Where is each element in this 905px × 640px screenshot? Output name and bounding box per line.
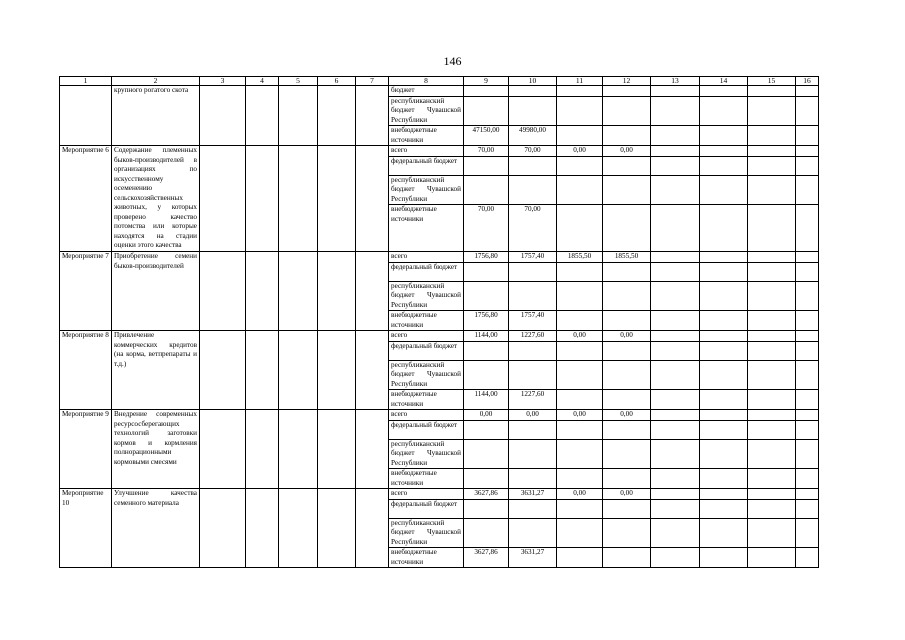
empty-cell [748, 499, 796, 518]
value-cell-9 [464, 175, 509, 205]
empty-cell [651, 252, 700, 263]
page-number: 146 [443, 54, 462, 68]
empty-cell [700, 96, 748, 126]
value-cell-12: 0,00 [603, 489, 651, 500]
empty-cell [796, 252, 819, 263]
empty-cell [748, 548, 796, 568]
value-cell-12 [603, 96, 651, 126]
empty-cell [318, 146, 356, 252]
empty-cell [356, 331, 389, 410]
empty-cell [246, 86, 279, 146]
empty-cell [651, 410, 700, 421]
empty-cell [748, 518, 796, 548]
source-cell: федеральный бюджет [389, 499, 464, 518]
value-cell-12 [603, 262, 651, 281]
value-cell-10: 1757,40 [509, 311, 557, 331]
header-col-4: 4 [246, 77, 279, 86]
value-cell-11: 0,00 [557, 410, 603, 421]
empty-cell [651, 518, 700, 548]
empty-cell [651, 156, 700, 175]
value-cell-10: 1227,60 [509, 390, 557, 410]
source-cell: республиканский бюджет Чувашской Республики [389, 96, 464, 126]
header-col-3: 3 [200, 77, 246, 86]
table-row [60, 331, 819, 342]
value-cell-11 [557, 360, 603, 390]
source-cell: федеральный бюджет [389, 341, 464, 360]
empty-cell [796, 469, 819, 489]
value-cell-12 [603, 156, 651, 175]
value-cell-9: 1756,80 [464, 252, 509, 263]
source-cell: республиканский бюджет Чувашской Республики [389, 360, 464, 390]
header-col-11: 11 [557, 77, 603, 86]
empty-cell [796, 311, 819, 331]
empty-cell [356, 252, 389, 331]
value-cell-12: 1855,50 [603, 252, 651, 263]
value-cell-10 [509, 439, 557, 469]
header-col-8: 8 [389, 77, 464, 86]
source-cell: внебюджетные источники [389, 311, 464, 331]
header-col-14: 14 [700, 77, 748, 86]
measure-name-cell: Улучшение качества семенного материала [112, 489, 200, 568]
empty-cell [796, 518, 819, 548]
empty-cell [700, 489, 748, 500]
empty-cell [796, 126, 819, 146]
empty-cell [700, 499, 748, 518]
table-row [60, 252, 819, 263]
value-cell-12 [603, 175, 651, 205]
value-cell-12 [603, 518, 651, 548]
empty-cell [700, 86, 748, 97]
value-cell-9 [464, 341, 509, 360]
header-col-1: 1 [60, 77, 112, 86]
empty-cell [700, 420, 748, 439]
empty-cell [796, 439, 819, 469]
empty-cell [700, 518, 748, 548]
empty-cell [200, 252, 246, 331]
empty-cell [796, 86, 819, 97]
value-cell-9 [464, 86, 509, 97]
value-cell-12 [603, 311, 651, 331]
source-cell: республиканский бюджет Чувашской Республики [389, 281, 464, 311]
value-cell-11 [557, 341, 603, 360]
empty-cell [200, 410, 246, 489]
empty-cell [279, 252, 318, 331]
source-cell: республиканский бюджет Чувашской Республики [389, 175, 464, 205]
value-cell-11 [557, 205, 603, 252]
header-col-15: 15 [748, 77, 796, 86]
value-cell-12 [603, 341, 651, 360]
value-cell-11 [557, 390, 603, 410]
value-cell-10 [509, 499, 557, 518]
empty-cell [748, 205, 796, 252]
source-cell: всего [389, 410, 464, 421]
empty-cell [651, 146, 700, 157]
measure-label-cell: Мероприятие 9 [60, 410, 112, 489]
value-cell-9: 70,00 [464, 205, 509, 252]
funding-table [59, 76, 819, 568]
empty-cell [318, 410, 356, 489]
empty-cell [200, 86, 246, 146]
measure-label-cell: Мероприятие 7 [60, 252, 112, 331]
empty-cell [748, 96, 796, 126]
empty-cell [748, 262, 796, 281]
empty-cell [700, 262, 748, 281]
value-cell-12 [603, 420, 651, 439]
empty-cell [318, 86, 356, 146]
value-cell-11 [557, 518, 603, 548]
value-cell-10 [509, 420, 557, 439]
value-cell-10: 1227,60 [509, 331, 557, 342]
value-cell-9 [464, 499, 509, 518]
value-cell-11 [557, 311, 603, 331]
measure-name-cell: Приобретение семени быков-производителей [112, 252, 200, 331]
value-cell-10 [509, 86, 557, 97]
value-cell-11 [557, 86, 603, 97]
value-cell-12 [603, 548, 651, 568]
empty-cell [651, 281, 700, 311]
value-cell-12 [603, 390, 651, 410]
value-cell-11 [557, 439, 603, 469]
source-cell: республиканский бюджет Чувашской Республики [389, 518, 464, 548]
empty-cell [651, 548, 700, 568]
empty-cell [748, 439, 796, 469]
empty-cell [651, 311, 700, 331]
empty-cell [700, 548, 748, 568]
empty-cell [200, 146, 246, 252]
empty-cell [356, 146, 389, 252]
value-cell-12 [603, 205, 651, 252]
measure-label-cell: Мероприятие 8 [60, 331, 112, 410]
value-cell-10: 49980,00 [509, 126, 557, 146]
empty-cell [651, 331, 700, 342]
header-col-6: 6 [318, 77, 356, 86]
value-cell-9 [464, 518, 509, 548]
empty-cell [318, 489, 356, 568]
empty-cell [796, 360, 819, 390]
empty-cell [796, 146, 819, 157]
empty-cell [279, 146, 318, 252]
empty-cell [796, 420, 819, 439]
source-cell: всего [389, 146, 464, 157]
empty-cell [700, 311, 748, 331]
source-cell: внебюджетные источники [389, 548, 464, 568]
empty-cell [748, 410, 796, 421]
empty-cell [748, 390, 796, 410]
header-col-10: 10 [509, 77, 557, 86]
empty-cell [748, 489, 796, 500]
empty-cell [748, 281, 796, 311]
value-cell-12 [603, 281, 651, 311]
value-cell-10: 3631,27 [509, 548, 557, 568]
header-col-5: 5 [279, 77, 318, 86]
empty-cell [700, 410, 748, 421]
value-cell-9: 3627,86 [464, 489, 509, 500]
empty-cell [796, 489, 819, 500]
value-cell-9: 47150,00 [464, 126, 509, 146]
value-cell-9: 0,00 [464, 410, 509, 421]
value-cell-9 [464, 469, 509, 489]
measure-name-cell: Содержание племенных быков-производителей в организациях по искусственному осеменению сельскохозяйственных животных, у которых проверено качество потомства или которые находятся на стадии оценки этого качества [112, 146, 200, 252]
source-cell: всего [389, 252, 464, 263]
value-cell-12 [603, 86, 651, 97]
empty-cell [246, 489, 279, 568]
empty-cell [356, 489, 389, 568]
empty-cell [700, 252, 748, 263]
empty-cell [796, 156, 819, 175]
empty-cell [356, 86, 389, 146]
empty-cell [796, 96, 819, 126]
value-cell-9 [464, 439, 509, 469]
measure-name-cell: крупного рогатого скота [112, 86, 200, 146]
value-cell-11 [557, 281, 603, 311]
table-row [60, 146, 819, 157]
value-cell-10: 0,00 [509, 410, 557, 421]
empty-cell [748, 331, 796, 342]
header-col-9: 9 [464, 77, 509, 86]
empty-cell [700, 331, 748, 342]
value-cell-9 [464, 96, 509, 126]
value-cell-10 [509, 281, 557, 311]
value-cell-10: 70,00 [509, 146, 557, 157]
empty-cell [246, 252, 279, 331]
value-cell-11 [557, 420, 603, 439]
table-row [60, 489, 819, 500]
value-cell-11: 1855,50 [557, 252, 603, 263]
value-cell-11 [557, 96, 603, 126]
empty-cell [279, 489, 318, 568]
source-cell: республиканский бюджет Чувашской Республики [389, 439, 464, 469]
value-cell-9 [464, 262, 509, 281]
empty-cell [748, 126, 796, 146]
empty-cell [748, 156, 796, 175]
value-cell-9 [464, 360, 509, 390]
value-cell-9: 3627,86 [464, 548, 509, 568]
value-cell-9 [464, 281, 509, 311]
empty-cell [748, 420, 796, 439]
source-cell: внебюджетные источники [389, 205, 464, 252]
empty-cell [279, 331, 318, 410]
source-cell: внебюджетные источники [389, 469, 464, 489]
table-row [60, 86, 819, 97]
empty-cell [356, 410, 389, 489]
empty-cell [651, 469, 700, 489]
value-cell-10 [509, 156, 557, 175]
value-cell-12 [603, 126, 651, 146]
empty-cell [651, 360, 700, 390]
empty-cell [700, 126, 748, 146]
value-cell-11: 0,00 [557, 146, 603, 157]
empty-cell [796, 281, 819, 311]
measure-name-cell: Внедрение современных ресурсосберегающих технологий заготовки кормов и кормления полнорационными кормовыми смесями [112, 410, 200, 489]
empty-cell [700, 281, 748, 311]
empty-cell [279, 86, 318, 146]
empty-cell [748, 341, 796, 360]
source-cell: федеральный бюджет [389, 262, 464, 281]
value-cell-11 [557, 499, 603, 518]
empty-cell [700, 360, 748, 390]
value-cell-11 [557, 548, 603, 568]
value-cell-10: 70,00 [509, 205, 557, 252]
empty-cell [700, 341, 748, 360]
empty-cell [796, 390, 819, 410]
empty-cell [796, 548, 819, 568]
source-cell: всего [389, 331, 464, 342]
empty-cell [651, 439, 700, 469]
empty-cell [651, 126, 700, 146]
value-cell-11 [557, 469, 603, 489]
empty-cell [796, 499, 819, 518]
source-cell: федеральный бюджет [389, 420, 464, 439]
empty-cell [651, 499, 700, 518]
funding-table-body [60, 86, 819, 568]
empty-cell [279, 410, 318, 489]
empty-cell [748, 311, 796, 331]
value-cell-12 [603, 499, 651, 518]
empty-cell [200, 489, 246, 568]
empty-cell [796, 205, 819, 252]
empty-cell [651, 175, 700, 205]
value-cell-9 [464, 420, 509, 439]
empty-cell [796, 262, 819, 281]
value-cell-9: 1144,00 [464, 390, 509, 410]
value-cell-12: 0,00 [603, 410, 651, 421]
value-cell-10 [509, 175, 557, 205]
value-cell-11: 0,00 [557, 489, 603, 500]
value-cell-12: 0,00 [603, 146, 651, 157]
empty-cell [748, 469, 796, 489]
source-cell: внебюджетные источники [389, 126, 464, 146]
empty-cell [748, 252, 796, 263]
empty-cell [246, 410, 279, 489]
empty-cell [700, 390, 748, 410]
value-cell-12: 0,00 [603, 331, 651, 342]
value-cell-12 [603, 469, 651, 489]
empty-cell [246, 146, 279, 252]
source-cell: бюджет [389, 86, 464, 97]
value-cell-10 [509, 360, 557, 390]
empty-cell [700, 205, 748, 252]
value-cell-10: 3631,27 [509, 489, 557, 500]
measure-label-cell: Мероприятие 10 [60, 489, 112, 568]
value-cell-11: 0,00 [557, 331, 603, 342]
value-cell-9 [464, 156, 509, 175]
empty-cell [700, 146, 748, 157]
empty-cell [748, 86, 796, 97]
empty-cell [651, 341, 700, 360]
column-number-row [60, 77, 819, 86]
value-cell-11 [557, 126, 603, 146]
measure-label-cell: Мероприятие 6 [60, 146, 112, 252]
empty-cell [700, 469, 748, 489]
empty-cell [748, 360, 796, 390]
measure-label-cell [60, 86, 112, 146]
empty-cell [651, 489, 700, 500]
source-cell: внебюджетные источники [389, 390, 464, 410]
value-cell-12 [603, 360, 651, 390]
empty-cell [651, 96, 700, 126]
empty-cell [651, 420, 700, 439]
empty-cell [318, 331, 356, 410]
value-cell-10 [509, 469, 557, 489]
source-cell: всего [389, 489, 464, 500]
empty-cell [651, 262, 700, 281]
header-col-12: 12 [603, 77, 651, 86]
empty-cell [200, 331, 246, 410]
value-cell-10 [509, 96, 557, 126]
table-row [60, 410, 819, 421]
empty-cell [246, 331, 279, 410]
empty-cell [318, 252, 356, 331]
empty-cell [700, 439, 748, 469]
empty-cell [796, 331, 819, 342]
empty-cell [796, 175, 819, 205]
empty-cell [651, 86, 700, 97]
header-col-7: 7 [356, 77, 389, 86]
empty-cell [651, 205, 700, 252]
value-cell-10 [509, 341, 557, 360]
value-cell-10: 1757,40 [509, 252, 557, 263]
value-cell-11 [557, 262, 603, 281]
value-cell-11 [557, 156, 603, 175]
value-cell-10 [509, 262, 557, 281]
value-cell-9: 1756,80 [464, 311, 509, 331]
measure-name-cell: Привлечение коммерческих кредитов (на корма, ветпрепараты и т.д.) [112, 331, 200, 410]
value-cell-9: 1144,00 [464, 331, 509, 342]
empty-cell [748, 146, 796, 157]
header-col-2: 2 [112, 77, 200, 86]
source-cell: федеральный бюджет [389, 156, 464, 175]
header-col-16: 16 [796, 77, 819, 86]
empty-cell [700, 175, 748, 205]
header-col-13: 13 [651, 77, 700, 86]
value-cell-11 [557, 175, 603, 205]
value-cell-9: 70,00 [464, 146, 509, 157]
empty-cell [796, 341, 819, 360]
empty-cell [796, 410, 819, 421]
value-cell-10 [509, 518, 557, 548]
empty-cell [651, 390, 700, 410]
empty-cell [748, 175, 796, 205]
value-cell-12 [603, 439, 651, 469]
empty-cell [700, 156, 748, 175]
